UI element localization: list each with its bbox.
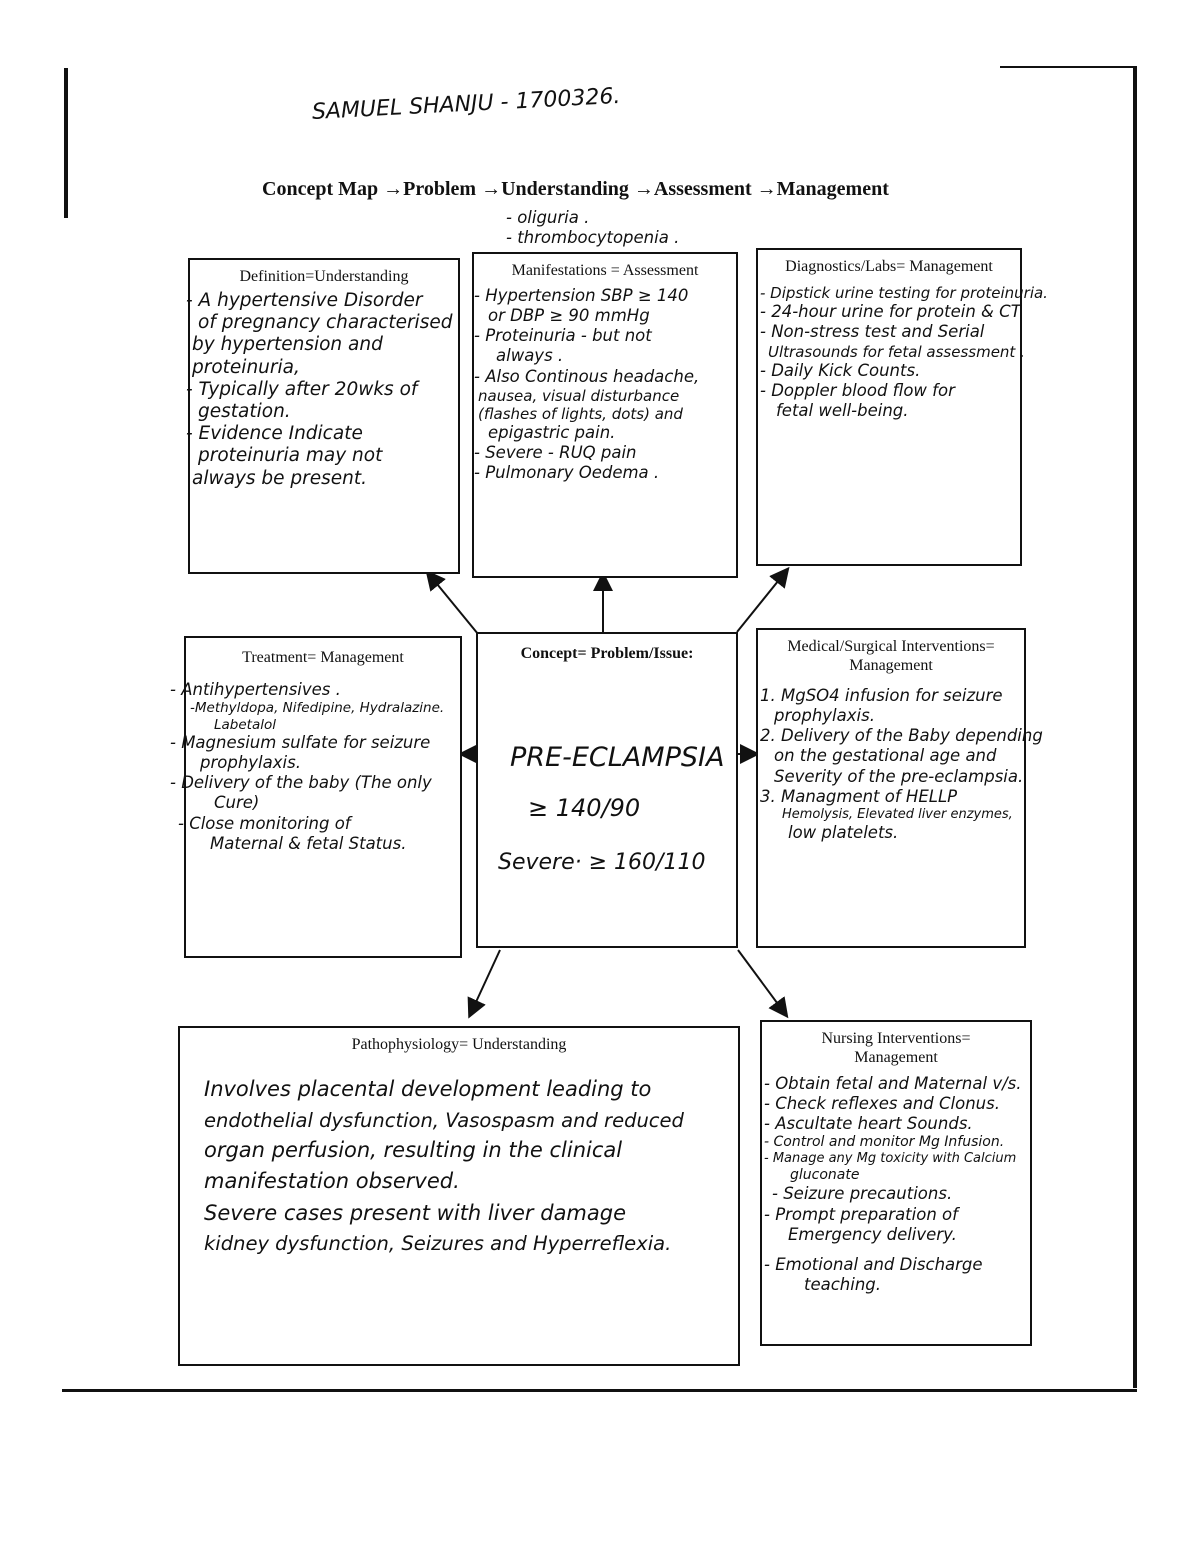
box-title: Concept= Problem/Issue:	[520, 645, 694, 662]
concept-main: PRE-ECLAMPSIA	[510, 742, 725, 773]
text-line: -Methyldopa, Nifedipine, Hydralazine.	[190, 700, 445, 717]
text-line: Labetalol	[214, 716, 276, 733]
text-line: - A hypertensive Disorder	[186, 290, 423, 311]
arrow-to-nursing	[738, 950, 786, 1015]
concept-severe: Severe· ≥ 160/110	[498, 850, 706, 875]
text-line: fetal well-being.	[776, 401, 909, 421]
text-line: - Dipstick urine testing for proteinuria.	[760, 284, 1048, 302]
text-line: Emergency delivery.	[788, 1224, 957, 1244]
text-line: Involves placental development leading to	[204, 1077, 652, 1101]
text-line: of pregnancy characterised	[198, 312, 453, 334]
text-line: - Manage any Mg toxicity with Calcium	[764, 1151, 1017, 1167]
text-line: always .	[496, 346, 564, 366]
text-line: - Proteinuria - but not	[474, 326, 652, 346]
box-title: Manifestations = Assessment	[511, 262, 699, 279]
arrow-to-definition	[428, 573, 478, 634]
title-part: → Assessment	[634, 178, 752, 200]
text-line: - 24-hour urine for protein & CT	[760, 302, 1021, 322]
title-part: Concept Map	[262, 178, 379, 200]
concept-box	[476, 632, 738, 948]
note-line: - oliguria .	[506, 208, 590, 227]
title-part: → Management	[757, 178, 889, 200]
text-line: gluconate	[790, 1167, 860, 1184]
text-line: Hemolysis, Elevated liver enzymes,	[782, 806, 1013, 822]
scan-right-edge	[1133, 68, 1137, 1388]
diagnostics-box	[756, 248, 1048, 566]
box-title: Treatment= Management	[242, 649, 404, 666]
treatment-box	[170, 636, 462, 958]
text-line: - Ascultate heart Sounds.	[764, 1114, 973, 1134]
text-line: Severity of the pre-eclampsia.	[774, 766, 1024, 786]
text-line: - Non-stress test and Serial	[760, 322, 985, 342]
title-part: → Problem	[383, 178, 476, 200]
text-line: on the gestational age and	[774, 746, 997, 766]
text-line: low platelets.	[788, 822, 899, 842]
text-line: 1. MgSO4 infusion for seizure	[760, 686, 1003, 705]
text-line: endothelial dysfunction, Vasospasm and reduced	[204, 1108, 684, 1132]
text-line: Ultrasounds for fetal assessment .	[768, 342, 1025, 361]
text-line: - Pulmonary Oedema .	[474, 463, 660, 483]
text-line: teaching.	[804, 1274, 882, 1294]
box-title: Nursing Interventions= Management	[821, 1030, 971, 1067]
box-title: Definition=Understanding	[239, 268, 409, 285]
text-line: epigastric pain.	[488, 423, 616, 443]
text-line: 3. Managment of HELLP	[760, 786, 958, 806]
text-line: - Evidence Indicate	[186, 423, 363, 445]
box-title: Medical/Surgical Interventions= Management	[787, 638, 995, 675]
text-line: - Also Continous headache,	[474, 366, 700, 386]
text-line: Severe cases present with liver damage	[204, 1200, 627, 1225]
text-line: prophylaxis.	[774, 706, 875, 726]
text-line: nausea, visual disturbance	[478, 386, 680, 405]
student-name: SAMUEL SHANJU - 1700326.	[311, 83, 621, 125]
definition-box	[188, 258, 460, 574]
text-line: - Magnesium sulfate for seizure	[170, 733, 431, 753]
scan-bottom-edge	[62, 1389, 1137, 1392]
text-line: - Delivery of the baby (The only	[170, 773, 432, 793]
text-line: proteinuria,	[192, 356, 300, 378]
manifestations-box	[472, 252, 738, 578]
text-line: - Obtain fetal and Maternal v/s.	[764, 1074, 1022, 1093]
text-line: by hypertension and	[192, 334, 383, 356]
page-title	[262, 178, 889, 201]
text-line: - Antihypertensives .	[170, 680, 341, 699]
text-line: Cure)	[214, 793, 260, 813]
box-title: Diagnostics/Labs= Management	[785, 258, 993, 275]
text-line: - Hypertension SBP ≥ 140	[474, 286, 689, 305]
text-line: organ perfusion, resulting in the clinical	[204, 1137, 623, 1162]
manifestations-extra-notes	[506, 208, 679, 248]
text-line: or DBP ≥ 90 mmHg	[488, 306, 650, 326]
text-line: - Close monitoring of	[178, 813, 351, 833]
scan-top-edge	[1000, 66, 1137, 68]
text-line: prophylaxis.	[200, 753, 301, 773]
pathophysiology-box	[178, 1026, 740, 1366]
text-line: - Seizure precautions.	[772, 1184, 953, 1204]
nursing-text	[764, 1074, 1022, 1295]
text-line: - Prompt preparation of	[764, 1204, 958, 1224]
note-line: - thrombocytopenia .	[506, 228, 680, 248]
text-line: - Severe - RUQ pain	[474, 443, 637, 463]
text-line: gestation.	[198, 400, 291, 422]
text-line: - Doppler blood flow for	[760, 380, 955, 400]
scan-left-edge	[64, 68, 68, 218]
text-line: manifestation observed.	[204, 1169, 460, 1194]
text-line: 2. Delivery of the Baby depending	[760, 726, 1043, 746]
arrow-to-pathophysiology	[470, 950, 500, 1015]
text-line: - Typically after 20wks of	[186, 378, 418, 400]
text-line: - Check reflexes and Clonus.	[764, 1094, 1000, 1114]
text-line: - Emotional and Discharge	[764, 1254, 983, 1274]
text-line: - Control and monitor Mg Infusion.	[764, 1134, 1005, 1151]
arrow-to-diagnostics	[737, 570, 787, 632]
text-line: - Daily Kick Counts.	[760, 360, 921, 380]
text-line: (flashes of lights, dots) and	[478, 404, 683, 423]
medical-surgical-box	[756, 628, 1043, 948]
text-line: always be present.	[192, 467, 368, 489]
text-line: proteinuria may not	[198, 445, 383, 467]
text-line: Maternal & fetal Status.	[210, 833, 407, 853]
title-part: → Understanding	[481, 178, 629, 200]
text-line: kidney dysfunction, Seizures and Hyperreflexia.	[204, 1232, 672, 1256]
concept-bp: ≥ 140/90	[528, 794, 641, 822]
box-title: Pathophysiology= Understanding	[351, 1036, 567, 1053]
